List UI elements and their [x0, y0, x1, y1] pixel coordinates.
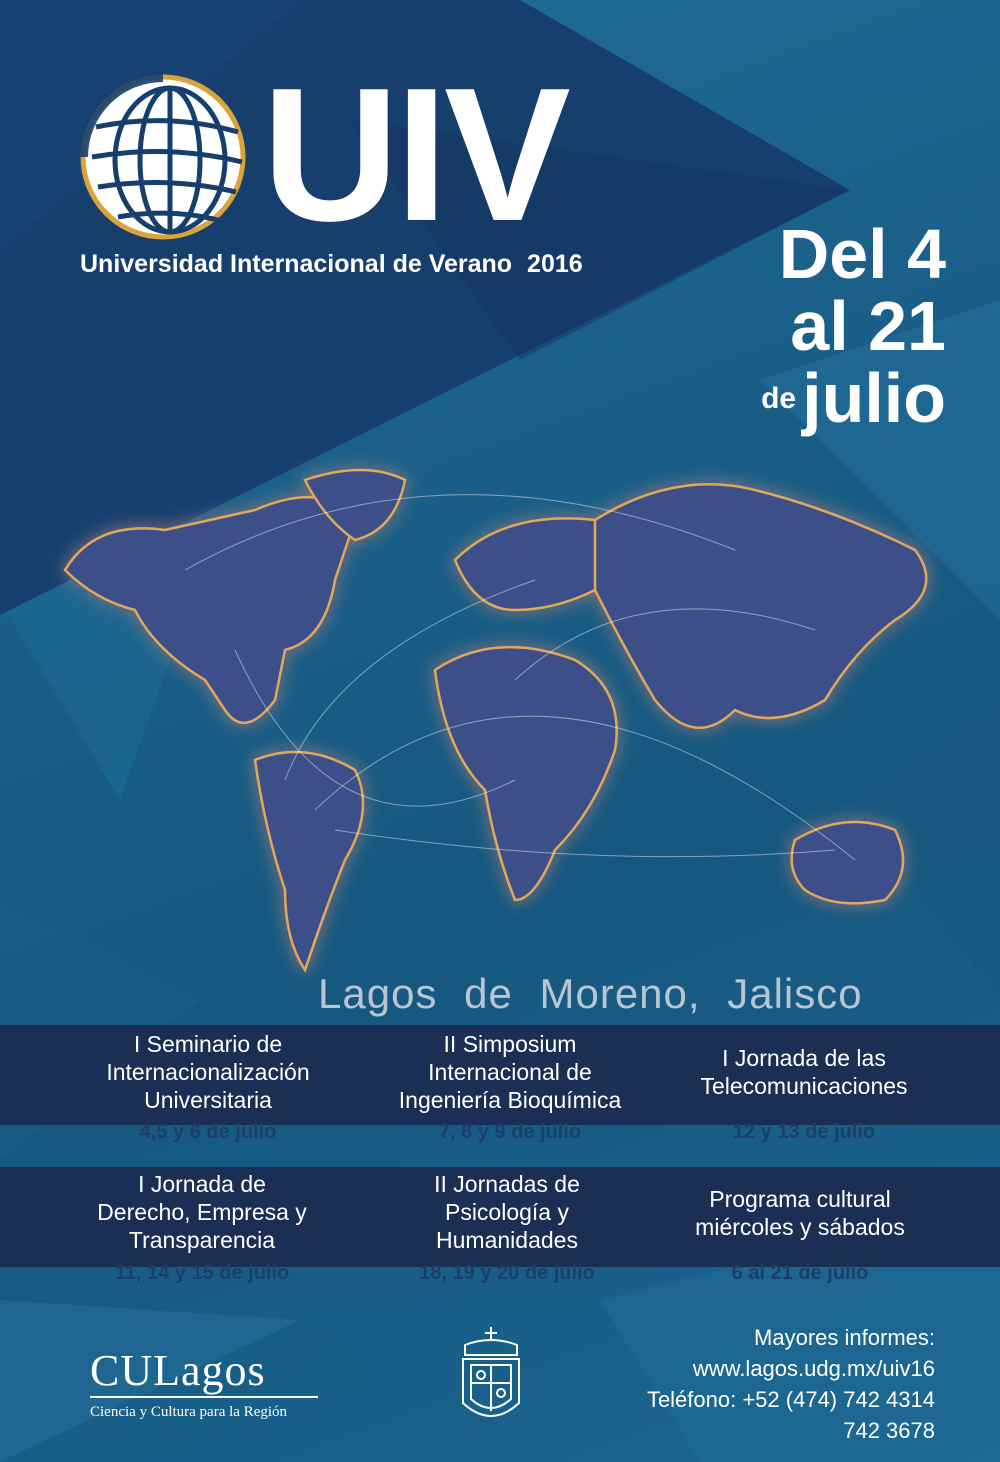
university-subtitle	[80, 250, 583, 279]
uiv-logo-text: UIV	[262, 49, 567, 261]
contact-info	[647, 1322, 935, 1446]
event-title-line: Derecho, Empresa y	[97, 1199, 307, 1225]
event-title-line: Ingeniería Bioquímica	[398, 1087, 622, 1113]
event-date: 12 y 13 de julio	[732, 1121, 876, 1143]
world-map-illustration	[35, 450, 955, 990]
subtitle-name: Universidad Internacional de Verano	[80, 250, 513, 278]
event-date: 18, 19 y 20 de julio	[419, 1262, 595, 1284]
event-date: 4,5 y 6 de julio	[139, 1121, 277, 1143]
event-title-line: I Seminario de	[133, 1031, 283, 1057]
event-derecho	[52, 1170, 352, 1254]
event-title-line: Internacionalización	[106, 1059, 310, 1085]
dates-line-2: al 21	[790, 287, 946, 365]
event-title-line: II Jornadas de	[434, 1171, 580, 1197]
event-title-line: II Simposium	[443, 1031, 577, 1057]
event-psicologia	[357, 1170, 657, 1254]
dates-month: julio	[802, 359, 946, 437]
event-dates	[761, 215, 946, 437]
event-title-line: Transparencia	[128, 1227, 276, 1253]
subtitle-year: 2016	[527, 250, 583, 278]
info-heading: Mayores informes:	[754, 1325, 935, 1350]
globe-logo-icon	[78, 72, 248, 242]
event-title-line: Internacional de	[428, 1059, 592, 1085]
info-phone-2: 742 3678	[843, 1418, 935, 1443]
culagos-logo	[90, 1348, 318, 1421]
event-title-line: Telecomunicaciones	[700, 1073, 908, 1099]
event-date: 6 al 21 de julio	[731, 1262, 869, 1284]
dates-line-3	[761, 359, 946, 437]
event-title-line: I Jornada de las	[722, 1045, 886, 1071]
culagos-tagline: Ciencia y Cultura para la Región	[90, 1404, 288, 1420]
location-text: Lagos de Moreno, Jalisco	[318, 970, 863, 1017]
dates-prefix: de	[761, 382, 797, 415]
event-simposium	[360, 1030, 660, 1114]
university-seal-icon	[455, 1325, 527, 1435]
culagos-brand: CULagos	[90, 1346, 266, 1395]
culagos-divider	[90, 1396, 318, 1398]
event-title-line: miércoles y sábados	[695, 1214, 905, 1240]
event-title-line: Universitaria	[144, 1087, 272, 1113]
event-title-line: Humanidades	[436, 1227, 578, 1253]
event-telecom	[654, 1044, 954, 1100]
event-cultural	[650, 1185, 950, 1241]
info-phone: Teléfono: +52 (474) 742 4314	[646, 1387, 935, 1412]
event-title-line: Psicología y	[444, 1199, 569, 1225]
info-website: www.lagos.udg.mx/uiv16	[692, 1356, 935, 1381]
event-title-line: I Jornada de	[138, 1171, 266, 1197]
event-seminario	[58, 1030, 358, 1114]
event-date: 11, 14 y 15 de julio	[114, 1262, 290, 1284]
dates-line-1: Del 4	[778, 215, 946, 293]
event-date: 7, 8 y 9 de julio	[438, 1121, 582, 1143]
event-title-line: Programa cultural	[709, 1186, 891, 1212]
